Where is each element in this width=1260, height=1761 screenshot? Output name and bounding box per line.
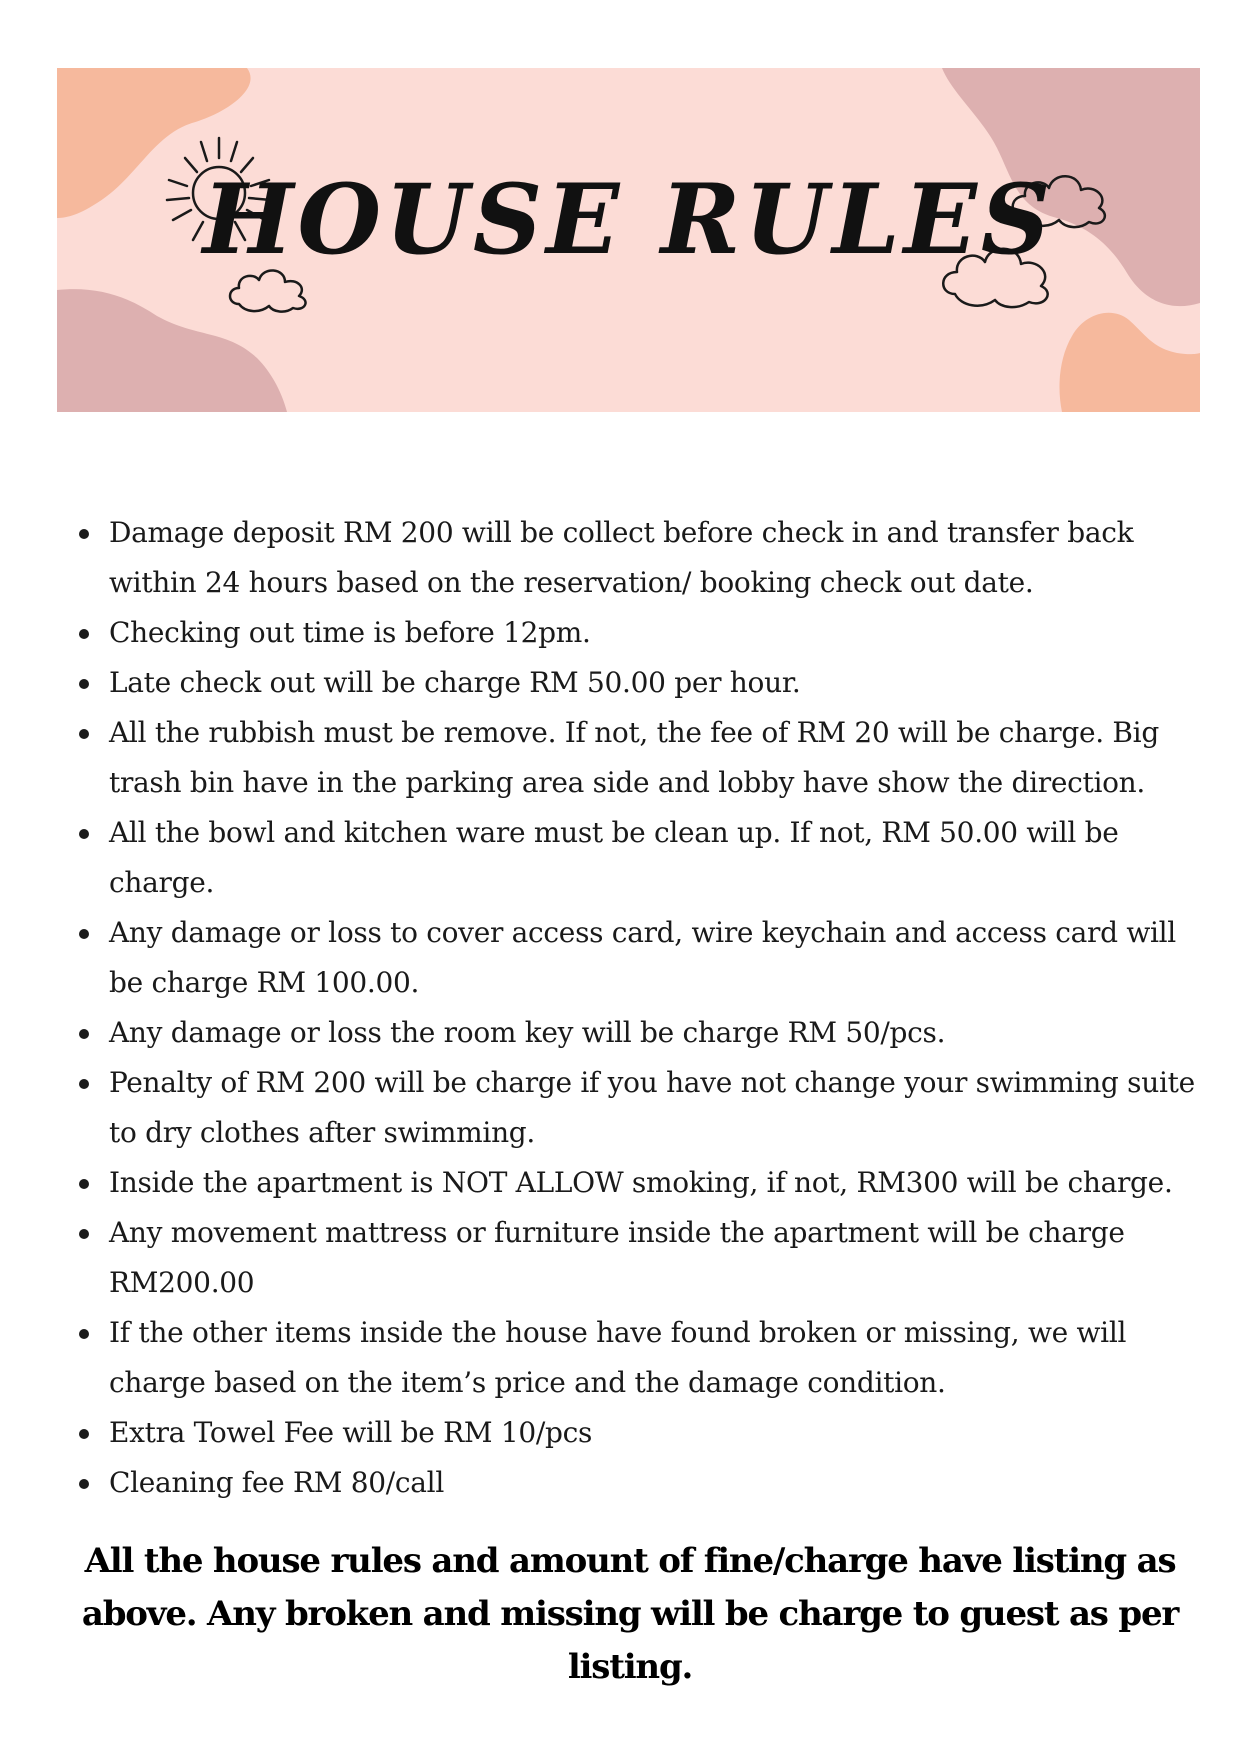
rule-item: All the rubbish must be remove. If not, the fee of RM 20 will be charge. Big trash bin have in the parking area side and lobby have show the direction. [76,708,1196,808]
rules-list [76,508,1196,1508]
rule-item: Inside the apartment is NOT ALLOW smoking, if not, RM300 will be charge. [76,1158,1196,1208]
rule-item: Any damage or loss the room key will be charge RM 50/pcs. [76,1008,1196,1058]
rule-item: Any movement mattress or furniture inside the apartment will be charge RM200.00 [76,1208,1196,1308]
rule-item: Any damage or loss to cover access card, wire keychain and access card will be charge RM 100.00. [76,908,1196,1008]
rule-item: All the bowl and kitchen ware must be clean up. If not, RM 50.00 will be charge. [76,808,1196,908]
rule-item: Penalty of RM 200 will be charge if you have not change your swimming suite to dry clothes after swimming. [76,1058,1196,1158]
rule-item: Damage deposit RM 200 will be collect before check in and transfer back within 24 hours based on the reservation/ booking check out date. [76,508,1196,608]
banner-title: HOUSE RULES [202,163,1055,276]
banner [57,68,1200,412]
rule-item: Cleaning fee RM 80/call [76,1458,1196,1508]
rule-item: Late check out will be charge RM 50.00 per hour. [76,658,1196,708]
rule-item: Checking out time is before 12pm. [76,608,1196,658]
rule-item: If the other items inside the house have found broken or missing, we will charge based on the item’s price and the damage condition. [76,1308,1196,1408]
footer-note: All the house rules and amount of fine/charge have listing as above. Any broken and missing will be charge to guest as per listing. [81,1541,1179,1687]
rule-item: Extra Towel Fee will be RM 10/pcs [76,1408,1196,1458]
